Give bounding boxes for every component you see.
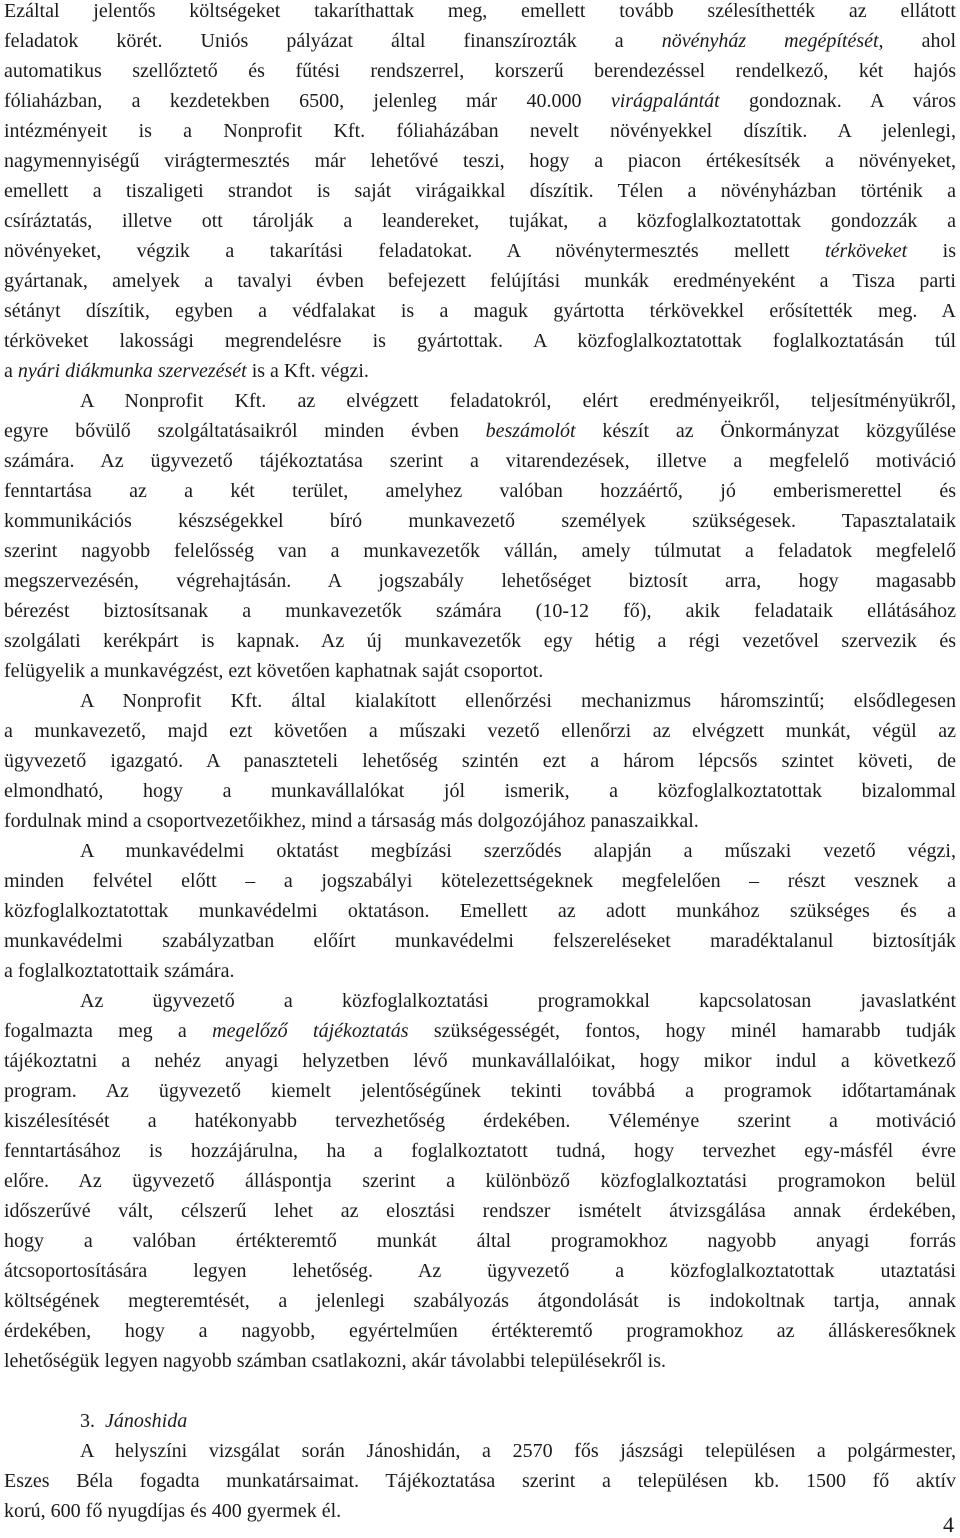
text-line: átcsoportosítására legyen lehetőség. Az ügyvezető a közfoglalkoztatottak utaztatási xyxy=(4,1260,956,1282)
text-line: A Nonprofit Kft. az elvégzett feladatokról, elért eredményeikről, teljesítményükről, xyxy=(80,390,956,412)
text-line: A munkavédelmi oktatást megbízási szerződés alapján a műszaki vezető végzi, xyxy=(80,840,956,862)
text-line: a foglalkoztatottaik számára. xyxy=(4,960,235,982)
text-line: tájékoztatni a nehéz anyagi helyzetben lévő munkavállalóikat, hogy mikor indul a következő xyxy=(4,1050,956,1072)
text-line: bérezést biztosítsanak a munkavezetők számára (10-12 fő), akik feladataik ellátásához xyxy=(4,600,956,622)
paragraph xyxy=(4,690,956,840)
text-line: a munkavezető, majd ezt követően a műszaki vezető ellenőrzi az elvégzett munkát, végül az xyxy=(4,720,956,742)
section-number: 3. xyxy=(80,1410,95,1432)
text-line: sétányt díszítik, egyben a védfalakat is a maguk gyártotta térkövekkel erősítették meg. A xyxy=(4,300,956,322)
text-line: intézményeit is a Nonprofit Kft. fóliaházában nevelt növényekkel díszítik. A jelenlegi, xyxy=(4,120,956,142)
text-line: fenntartása az a két terület, amelyhez valóban hozzáértő, jó emberismerettel és xyxy=(4,480,956,502)
text-line: számára. Az ügyvezető tájékoztatása szerint a vitarendezések, illetve a megfelelő motiváció xyxy=(4,450,956,472)
paragraph xyxy=(4,0,956,390)
text-line: munkavédelmi szabályzatban előírt munkavédelmi felszereléseket maradéktalanul biztosítják xyxy=(4,930,956,952)
text-line: a nyári diákmunka szervezését is a Kft. végzi. xyxy=(4,360,369,382)
document-page xyxy=(4,0,956,1530)
emphasis-text: nyári diákmunka szervezését xyxy=(17,360,247,382)
text-line: feladatok körét. Uniós pályázat által finanszírozták a növényház megépítését, ahol xyxy=(4,30,956,52)
text-line: program. Az ügyvezető kiemelt jelentőségűnek tekinti továbbá a programok időtartamának xyxy=(4,1080,956,1102)
text-line: lehetőségük legyen nagyobb számban csatlakozni, akár távolabbi településekről is. xyxy=(4,1350,667,1372)
text-line: Ezáltal jelentős költségeket takaríthattak meg, emellett tovább szélesíthették az ellátott xyxy=(4,0,956,22)
text-line: költségének megteremtését, a jelenlegi szabályozás átgondolását is indokoltnak tartja, annak xyxy=(4,1290,956,1312)
emphasis-text: térköveket xyxy=(825,240,908,262)
text-line: minden felvétel előtt – a jogszabályi kötelezettségeknek megfelelően – részt vesznek a xyxy=(4,870,956,892)
text-line: szolgálati kerékpárt is kapnak. Az új munkavezetők egy hétig a régi vezetővel szervezik és xyxy=(4,630,956,652)
emphasis-text: növényház megépítését xyxy=(661,30,879,52)
text-line: ügyvezető igazgató. A panaszteteli lehetőség szintén ezt a három lépcsős szintet követi, de xyxy=(4,750,956,772)
section-heading xyxy=(4,1410,956,1440)
text-line: előre. Az ügyvezető álláspontja szerint a különböző közfoglalkoztatási programokon belül xyxy=(4,1170,956,1192)
text-line: nagymennyiségű virágtermesztés már lehetővé teszi, hogy a piacon értékesítsék a növényeket, xyxy=(4,150,956,172)
text-line: közfoglalkoztatottak munkavédelmi oktatáson. Emellett az adott munkához szükséges és a xyxy=(4,900,956,922)
text-line: elmondható, hogy a munkavállalókat jól ismerik, a közfoglalkoztatottak bizalommal xyxy=(4,780,956,802)
text-line: hogy a valóban értékteremtő munkát által programokhoz nagyobb anyagi forrás xyxy=(4,1230,956,1252)
text-line: korú, 600 fő nyugdíjas és 400 gyermek él. xyxy=(4,1500,342,1522)
text-line: fóliaházban, a kezdetekben 6500, jelenleg már 40.000 virágpalántát gondoznak. A város xyxy=(4,90,956,112)
text-line: automatikus szellőztető és fűtési rendszerrel, korszerű berendezéssel rendelkező, két hajós xyxy=(4,60,956,82)
text-line: csíráztatás, illetve ott tárolják a leandereket, tujákat, a közfoglalkoztatottak gondozzák a xyxy=(4,210,956,232)
emphasis-text: beszámolót xyxy=(485,420,576,442)
text-line: növényeket, végzik a takarítási feladatokat. A növénytermesztés mellett térköveket is xyxy=(4,240,956,262)
text-line: szerint nagyobb felelősség van a munkavezetők vállán, amely túlmutat a feladatok megfelelő xyxy=(4,540,956,562)
text-line: kiszélesítését a hatékonyabb tervezhetőség érdekében. Véleménye szerint a motiváció xyxy=(4,1110,956,1132)
emphasis-text: megelőző tájékoztatás xyxy=(212,1020,409,1042)
text-line: gyártanak, amelyek a tavalyi évben befejezett felújítási munkák eredményeként a Tisza parti xyxy=(4,270,956,292)
text-line: megszervezésén, végrehajtásán. A jogszabály lehetőséget biztosít arra, hogy magasabb xyxy=(4,570,956,592)
paragraph xyxy=(4,990,956,1380)
text-line: felügyelik a munkavégzést, ezt követően kaphatnak saját csoportot. xyxy=(4,660,544,682)
page-number: 4 xyxy=(943,1512,954,1537)
text-line: érdekében, hogy a nagyobb, egyértelműen értékteremtő programokhoz az álláskeresőknek xyxy=(4,1320,956,1342)
text-line: fordulnak mind a csoportvezetőikhez, mind a társaság más dolgozójához panaszaikkal. xyxy=(4,810,699,832)
text-line: fenntartásához is hozzájárulna, ha a foglalkoztatott tudná, hogy tervezhet egy-másfél évre xyxy=(4,1140,956,1162)
text-line: térköveket lakossági megrendelésre is gyártottak. A közfoglalkoztatottak foglalkoztatásán túl xyxy=(4,330,956,352)
text-line: egyre bővülő szolgáltatásaikról minden évben beszámolót készít az Önkormányzat közgyűlése xyxy=(4,420,956,442)
text-line: Az ügyvezető a közfoglalkoztatási programokkal kapcsolatosan javaslatként xyxy=(80,990,956,1012)
section-title: Jánoshida xyxy=(105,1410,188,1432)
emphasis-text: virágpalántát xyxy=(610,90,720,112)
text-line: időszerűvé vált, célszerű lehet az elosztási rendszer ismételt átvizsgálása annak érdekében, xyxy=(4,1200,956,1222)
section-paragraph xyxy=(4,1440,956,1530)
text-line: Eszes Béla fogadta munkatársaimat. Tájékoztatása szerint a településen kb. 1500 fő aktív xyxy=(4,1470,956,1492)
body-text xyxy=(4,0,956,1380)
text-line: emellett a tiszaligeti strandot is saját virágaikkal díszítik. Télen a növényházban történik a xyxy=(4,180,956,202)
text-line: A Nonprofit Kft. által kialakított ellenőrzési mechanizmus háromszintű; elsődlegesen xyxy=(80,690,956,712)
text-line: kommunikációs készségekkel bíró munkavezető személyek szükségesek. Tapasztalataik xyxy=(4,510,956,532)
paragraph xyxy=(4,840,956,990)
text-line: A helyszíni vizsgálat során Jánoshidán, a 2570 fős jászsági településen a polgármester, xyxy=(80,1440,956,1462)
text-line: fogalmazta meg a megelőző tájékoztatás szükségességét, fontos, hogy minél hamarabb tudják xyxy=(4,1020,956,1042)
paragraph xyxy=(4,390,956,690)
